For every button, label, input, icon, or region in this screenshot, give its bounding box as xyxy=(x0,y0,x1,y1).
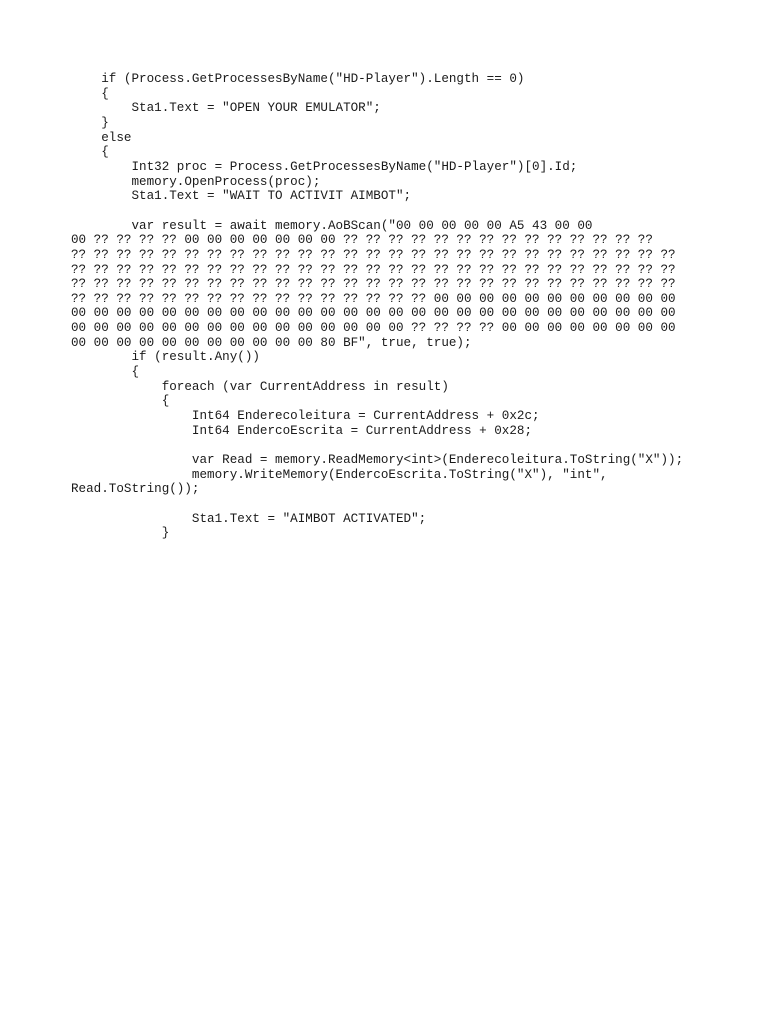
code-line: { xyxy=(71,86,109,101)
code-line: } xyxy=(71,526,170,541)
code-line: memory.WriteMemory(EndercoEscrita.ToString("X"), "int", xyxy=(71,467,608,482)
code-line: { xyxy=(71,394,170,409)
code-line: else xyxy=(71,130,132,145)
byte-pattern-line: 00 00 00 00 00 00 00 00 00 00 00 00 00 00 00 ?? ?? ?? ?? 00 00 00 00 00 00 00 00 xyxy=(71,321,676,336)
code-line: Read.ToString()); xyxy=(71,482,200,497)
code-line: if (result.Any()) xyxy=(71,350,260,365)
code-line: Sta1.Text = "WAIT TO ACTIVIT AIMBOT"; xyxy=(71,189,412,204)
byte-pattern-line: ?? ?? ?? ?? ?? ?? ?? ?? ?? ?? ?? ?? ?? ?? ?? ?? ?? ?? ?? ?? ?? ?? ?? ?? ?? ?? ?? xyxy=(71,247,676,262)
code-line: var result = await memory.AoBScan("00 00 00 00 00 A5 43 00 00 xyxy=(71,218,593,233)
code-line: foreach (var CurrentAddress in result) xyxy=(71,379,449,394)
blank-line xyxy=(71,497,701,512)
blank-line xyxy=(71,438,701,453)
code-line: { xyxy=(71,145,109,160)
code-line: { xyxy=(71,365,140,380)
code-line: memory.OpenProcess(proc); xyxy=(71,174,321,189)
code-line: Int64 EndercoEscrita = CurrentAddress + 0x28; xyxy=(71,423,533,438)
code-line: var Read = memory.ReadMemory<int>(Enderecoleitura.ToString("X")); xyxy=(71,453,684,468)
byte-pattern-line: ?? ?? ?? ?? ?? ?? ?? ?? ?? ?? ?? ?? ?? ?? ?? ?? ?? ?? ?? ?? ?? ?? ?? ?? ?? ?? ?? xyxy=(71,277,676,292)
byte-pattern-line: 00 ?? ?? ?? ?? 00 00 00 00 00 00 00 ?? ?? ?? ?? ?? ?? ?? ?? ?? ?? ?? ?? ?? ?? xyxy=(71,233,653,248)
blank-line xyxy=(71,204,701,219)
code-line: Int64 Enderecoleitura = CurrentAddress + 0x2c; xyxy=(71,409,540,424)
code-line: Int32 proc = Process.GetProcessesByName("HD-Player")[0].Id; xyxy=(71,159,578,174)
byte-pattern-line: ?? ?? ?? ?? ?? ?? ?? ?? ?? ?? ?? ?? ?? ?? ?? ?? 00 00 00 00 00 00 00 00 00 00 00 xyxy=(71,291,676,306)
code-line: Sta1.Text = "OPEN YOUR EMULATOR"; xyxy=(71,101,381,116)
byte-pattern-line: 00 00 00 00 00 00 00 00 00 00 00 00 00 00 00 00 00 00 00 00 00 00 00 00 00 00 00 xyxy=(71,306,676,321)
code-line: } xyxy=(71,115,109,130)
code-listing xyxy=(71,72,701,541)
byte-pattern-line: ?? ?? ?? ?? ?? ?? ?? ?? ?? ?? ?? ?? ?? ?? ?? ?? ?? ?? ?? ?? ?? ?? ?? ?? ?? ?? ?? xyxy=(71,262,676,277)
byte-pattern-line: 00 00 00 00 00 00 00 00 00 00 00 80 BF", true, true); xyxy=(71,335,472,350)
code-line: Sta1.Text = "AIMBOT ACTIVATED"; xyxy=(71,511,427,526)
code-line: if (Process.GetProcessesByName("HD-Player").Length == 0) xyxy=(71,72,525,86)
